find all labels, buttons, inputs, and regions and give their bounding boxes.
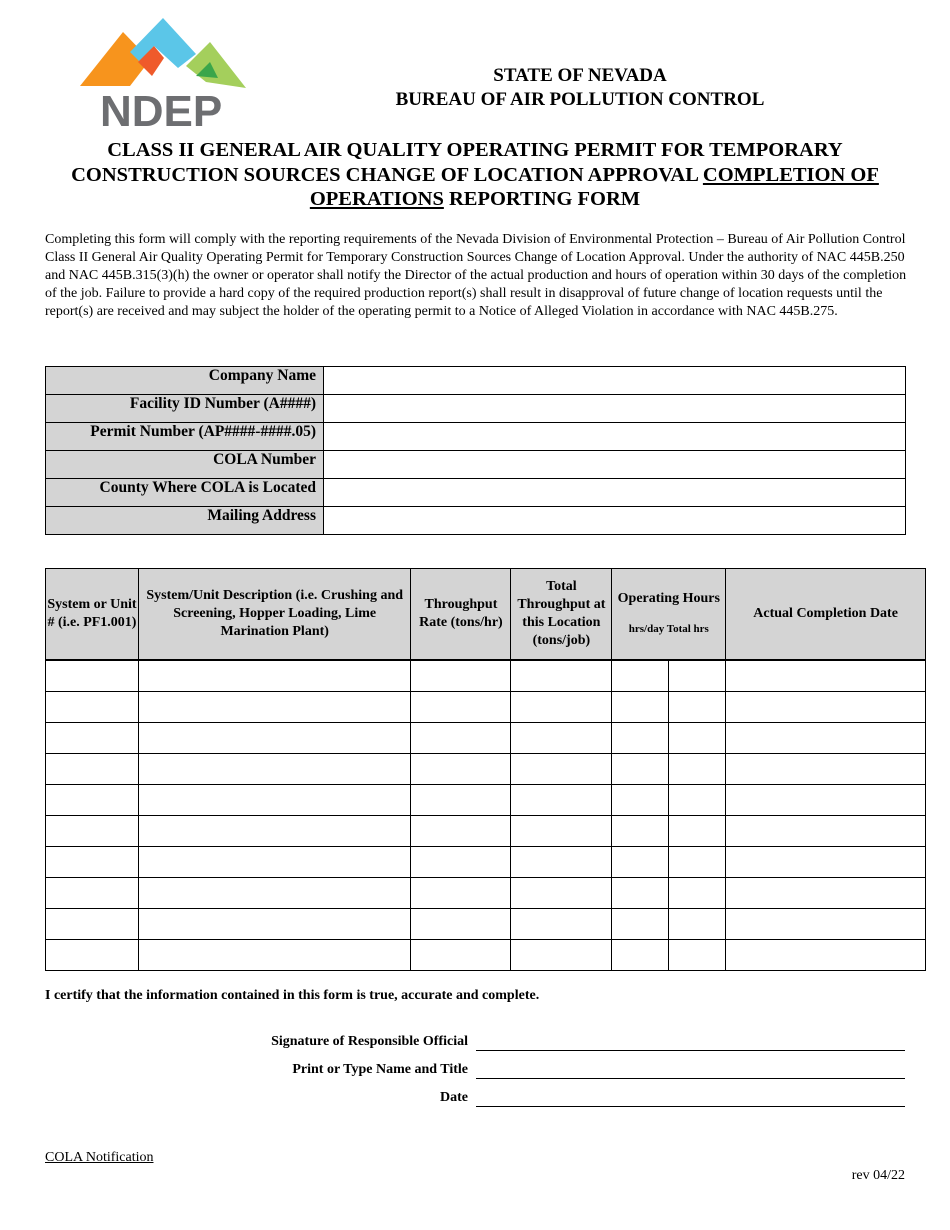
table-cell[interactable] — [138, 723, 411, 754]
info-label: Permit Number (AP####-####.05) — [46, 423, 324, 451]
info-label: County Where COLA is Located — [46, 479, 324, 507]
table-cell[interactable] — [612, 909, 669, 940]
table-cell[interactable] — [726, 909, 926, 940]
table-row — [46, 754, 926, 785]
table-cell[interactable] — [511, 909, 612, 940]
table-cell[interactable] — [726, 847, 926, 878]
col-rate: Throughput Rate (tons/hr) — [411, 569, 511, 661]
signature-label: Signature of Responsible Official — [271, 1034, 468, 1049]
info-row — [46, 367, 906, 395]
footer-cola-notification: COLA Notification — [45, 1150, 154, 1165]
table-cell[interactable] — [138, 816, 411, 847]
state-name: STATE OF NEVADA — [493, 65, 667, 86]
table-cell[interactable] — [726, 660, 926, 692]
table-cell[interactable] — [511, 940, 612, 971]
table-row — [46, 785, 926, 816]
info-label: Company Name — [46, 367, 324, 395]
table-cell[interactable] — [411, 785, 511, 816]
table-cell[interactable] — [669, 940, 726, 971]
table-cell[interactable] — [511, 816, 612, 847]
table-cell[interactable] — [511, 878, 612, 909]
table-cell[interactable] — [411, 816, 511, 847]
certification-statement: I certify that the information contained in this form is true, accurate and complete. — [45, 988, 540, 1003]
info-row — [46, 479, 906, 507]
col-operating-hours: Operating Hours hrs/day Total hrs — [612, 569, 726, 661]
table-cell[interactable] — [46, 878, 139, 909]
table-cell[interactable] — [46, 754, 139, 785]
info-input[interactable] — [324, 451, 906, 479]
table-cell[interactable] — [612, 692, 669, 723]
info-label: Facility ID Number (A####) — [46, 395, 324, 423]
table-cell[interactable] — [612, 660, 669, 692]
info-label: Mailing Address — [46, 507, 324, 535]
table-cell[interactable] — [138, 847, 411, 878]
table-cell[interactable] — [411, 878, 511, 909]
table-cell[interactable] — [669, 754, 726, 785]
production-report-table — [45, 568, 926, 971]
col-system: System or Unit # (i.e. PF1.001) — [46, 569, 139, 661]
table-cell[interactable] — [46, 692, 139, 723]
table-cell[interactable] — [669, 847, 726, 878]
table-cell[interactable] — [612, 785, 669, 816]
table-cell[interactable] — [511, 723, 612, 754]
table-cell[interactable] — [726, 785, 926, 816]
signature-row — [150, 1034, 905, 1056]
table-cell[interactable] — [138, 940, 411, 971]
table-cell[interactable] — [511, 754, 612, 785]
table-cell[interactable] — [726, 816, 926, 847]
form-title: CLASS II GENERAL AIR QUALITY OPERATING PERMIT FOR TEMPORARY CONSTRUCTION SOURCES CHANGE OF LOCATION APPROVAL COMPLETION OF OPERATIONS REPORTING FORM — [71, 139, 879, 210]
svg-text:NDEP: NDEP — [100, 87, 223, 132]
table-cell[interactable] — [411, 692, 511, 723]
col-total: Total Throughput at this Location (tons/job) — [511, 569, 612, 661]
ndep-logo — [78, 16, 248, 132]
signature-label: Print or Type Name and Title — [292, 1062, 468, 1077]
table-cell[interactable] — [138, 692, 411, 723]
signature-line[interactable] — [476, 1078, 905, 1079]
table-cell[interactable] — [411, 660, 511, 692]
table-cell[interactable] — [669, 785, 726, 816]
table-cell[interactable] — [669, 660, 726, 692]
info-label: COLA Number — [46, 451, 324, 479]
mountains-icon — [78, 16, 248, 132]
title-underlined: COMPLETION OF OPERATIONS — [309, 163, 879, 210]
table-cell[interactable] — [46, 723, 139, 754]
table-row — [46, 816, 926, 847]
table-row — [46, 940, 926, 971]
hours-subheader: hrs/day Total hrs — [628, 623, 709, 635]
table-cell[interactable] — [46, 909, 139, 940]
table-cell[interactable] — [511, 847, 612, 878]
table-cell[interactable] — [411, 909, 511, 940]
table-cell[interactable] — [612, 754, 669, 785]
table-cell[interactable] — [612, 940, 669, 971]
signature-label: Date — [440, 1090, 468, 1105]
info-row — [46, 395, 906, 423]
table-row — [46, 909, 926, 940]
signature-row — [150, 1090, 905, 1112]
table-cell[interactable] — [411, 723, 511, 754]
footer-revision: rev 04/22 — [851, 1168, 905, 1183]
table-cell[interactable] — [669, 692, 726, 723]
table-cell[interactable] — [411, 754, 511, 785]
col-description: System/Unit Description (i.e. Crushing and Screening, Hopper Loading, Lime Marination Plant) — [138, 569, 411, 661]
table-cell[interactable] — [612, 723, 669, 754]
table-cell[interactable] — [726, 692, 926, 723]
table-cell[interactable] — [511, 660, 612, 692]
table-cell[interactable] — [669, 816, 726, 847]
table-cell[interactable] — [726, 754, 926, 785]
table-row — [46, 692, 926, 723]
table-cell[interactable] — [138, 660, 411, 692]
table-cell[interactable] — [138, 785, 411, 816]
bureau-name: BUREAU OF AIR POLLUTION CONTROL — [395, 89, 765, 110]
signature-line[interactable] — [476, 1050, 905, 1051]
table-cell[interactable] — [669, 723, 726, 754]
table-cell[interactable] — [511, 692, 612, 723]
table-cell[interactable] — [46, 660, 139, 692]
signature-row — [150, 1062, 905, 1084]
table-cell[interactable] — [138, 754, 411, 785]
table-row — [46, 723, 926, 754]
table-cell[interactable] — [46, 847, 139, 878]
table-cell[interactable] — [46, 816, 139, 847]
facility-info-table — [45, 366, 906, 535]
info-row — [46, 451, 906, 479]
table-cell[interactable] — [669, 878, 726, 909]
table-cell[interactable] — [726, 723, 926, 754]
table-cell[interactable] — [612, 847, 669, 878]
info-input[interactable] — [324, 507, 906, 535]
info-row — [46, 423, 906, 451]
intro-paragraph: Completing this form will comply with the reporting requirements of the Nevada Division of Environmental Protection – Bureau of Air Pollution Control Class II General Air Quality Operating Permit for Temporary Construction Sources Change of Location Approval. Under the authority of NAC 445B.250 and NAC 445B.315(3)(h) the owner or operator shall notify the Director of the actual production and hours of operation within 30 days of the completion of the job. Failure to provide a hard copy of the required production report(s) shall result in disapproval of future change of location requests until the report(s) are received and may subject the holder of the operating permit to a Notice of Alleged Violation in accordance with NAC 445B.275. — [45, 232, 907, 319]
info-row — [46, 507, 906, 535]
table-row — [46, 660, 926, 692]
info-input[interactable] — [324, 367, 906, 395]
table-cell[interactable] — [511, 785, 612, 816]
col-completion-date: Actual Completion Date — [726, 569, 926, 661]
table-cell[interactable] — [726, 940, 926, 971]
signature-line[interactable] — [476, 1106, 905, 1107]
table-row — [46, 878, 926, 909]
table-cell[interactable] — [138, 909, 411, 940]
table-cell[interactable] — [138, 878, 411, 909]
table-cell[interactable] — [612, 878, 669, 909]
agency-header — [330, 64, 830, 112]
info-input[interactable] — [324, 395, 906, 423]
table-cell[interactable] — [612, 816, 669, 847]
table-cell[interactable] — [46, 785, 139, 816]
table-cell[interactable] — [726, 878, 926, 909]
table-cell[interactable] — [411, 940, 511, 971]
info-input[interactable] — [324, 423, 906, 451]
table-cell[interactable] — [46, 940, 139, 971]
table-row — [46, 847, 926, 878]
table-cell[interactable] — [669, 909, 726, 940]
table-cell[interactable] — [411, 847, 511, 878]
info-input[interactable] — [324, 479, 906, 507]
